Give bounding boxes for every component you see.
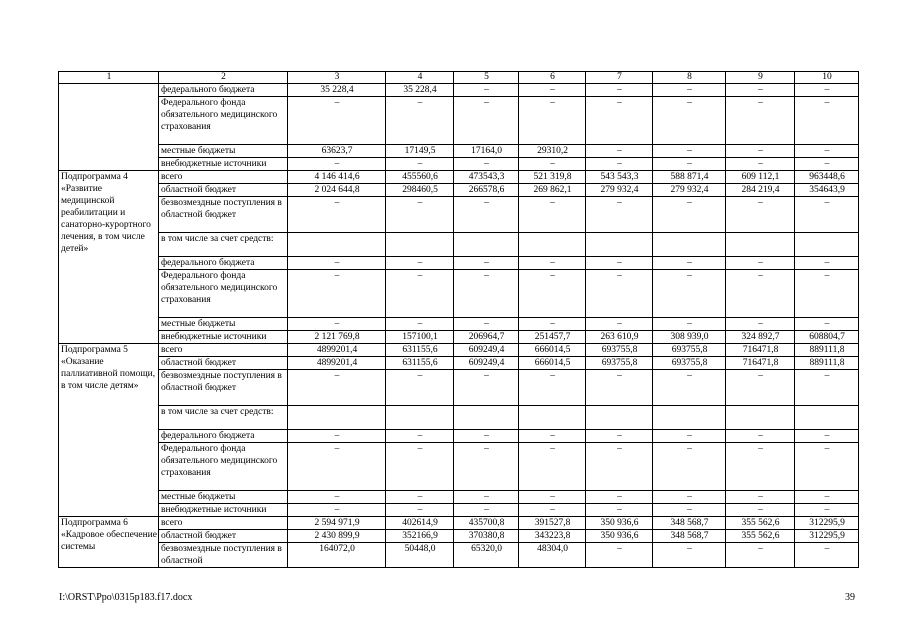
value-cell: – — [795, 430, 859, 443]
value-cell: – — [454, 257, 519, 270]
value-cell: 609 112,1 — [726, 171, 795, 184]
value-cell: 608804,7 — [795, 331, 859, 344]
value-cell: 543 543,3 — [586, 171, 653, 184]
value-cell: 370380,8 — [454, 530, 519, 543]
value-cell: 4899201,4 — [288, 344, 386, 357]
value-cell: – — [653, 504, 726, 517]
value-cell: 343223,8 — [519, 530, 586, 543]
column-header: 3 — [288, 72, 386, 84]
value-cell: – — [454, 97, 519, 145]
value-cell — [586, 406, 653, 430]
value-cell: 284 219,4 — [726, 184, 795, 197]
funding-source-cell: безвозмездные поступления в областной бюджет — [159, 197, 288, 233]
value-cell: – — [653, 318, 726, 331]
value-cell: 348 568,7 — [653, 517, 726, 530]
value-cell: – — [795, 504, 859, 517]
value-cell: 251457,7 — [519, 331, 586, 344]
value-cell: – — [386, 197, 454, 233]
value-cell: 963448,6 — [795, 171, 859, 184]
value-cell: – — [653, 197, 726, 233]
funding-source-cell: безвозмездные поступления в областной — [159, 543, 288, 568]
table-row — [59, 517, 859, 530]
value-cell: – — [386, 504, 454, 517]
value-cell — [795, 233, 859, 257]
value-cell: – — [386, 158, 454, 171]
value-cell: – — [454, 158, 519, 171]
funding-source-cell: Федерального фонда обязательного медицинского страхования — [159, 97, 288, 145]
value-cell — [726, 406, 795, 430]
value-cell: – — [586, 443, 653, 491]
value-cell: – — [519, 270, 586, 318]
value-cell: – — [726, 145, 795, 158]
funding-source-cell: внебюджетные источники — [159, 504, 288, 517]
value-cell: 391527,8 — [519, 517, 586, 530]
table-row — [59, 233, 859, 257]
value-cell: 402614,9 — [386, 517, 454, 530]
subprogram-cell: Подпрограмма 5 «Оказание паллиативной помощи, в том числе детям» — [59, 344, 159, 517]
value-cell: – — [726, 443, 795, 491]
value-cell: 693755,8 — [653, 357, 726, 370]
value-cell: – — [386, 257, 454, 270]
value-cell: – — [726, 491, 795, 504]
value-cell: – — [288, 430, 386, 443]
value-cell: 350 936,6 — [586, 517, 653, 530]
value-cell: – — [795, 158, 859, 171]
table-row — [59, 344, 859, 357]
value-cell — [795, 406, 859, 430]
value-cell: 266578,6 — [454, 184, 519, 197]
value-cell: – — [519, 504, 586, 517]
funding-source-cell: безвозмездные поступления в областной бюджет — [159, 370, 288, 406]
funding-source-cell: внебюджетные источники — [159, 331, 288, 344]
table-row — [59, 430, 859, 443]
table-header-row — [59, 72, 859, 84]
value-cell: 17164,0 — [454, 145, 519, 158]
funding-source-cell: всего — [159, 517, 288, 530]
value-cell: – — [795, 318, 859, 331]
value-cell: – — [519, 443, 586, 491]
column-header: 10 — [795, 72, 859, 84]
value-cell: 4899201,4 — [288, 357, 386, 370]
value-cell: – — [519, 318, 586, 331]
value-cell: – — [586, 318, 653, 331]
value-cell: 355 562,6 — [726, 530, 795, 543]
table-row — [59, 84, 859, 97]
table-row — [59, 331, 859, 344]
value-cell: – — [795, 257, 859, 270]
value-cell: – — [454, 270, 519, 318]
value-cell: 312295,9 — [795, 517, 859, 530]
value-cell: – — [795, 84, 859, 97]
funding-source-cell: внебюджетные источники — [159, 158, 288, 171]
value-cell: – — [386, 270, 454, 318]
value-cell: – — [586, 430, 653, 443]
value-cell: 693755,8 — [586, 357, 653, 370]
value-cell — [288, 233, 386, 257]
value-cell: 65320,0 — [454, 543, 519, 568]
value-cell: – — [454, 370, 519, 406]
funding-source-cell: местные бюджеты — [159, 491, 288, 504]
value-cell: – — [586, 370, 653, 406]
funding-source-cell: всего — [159, 171, 288, 184]
value-cell: – — [653, 84, 726, 97]
subprogram-cell — [59, 84, 159, 171]
value-cell: – — [519, 491, 586, 504]
value-cell: – — [653, 158, 726, 171]
value-cell: 521 319,8 — [519, 171, 586, 184]
value-cell: 355 562,6 — [726, 517, 795, 530]
value-cell: 716471,8 — [726, 344, 795, 357]
value-cell: – — [795, 543, 859, 568]
value-cell: – — [519, 158, 586, 171]
value-cell: 609249,4 — [454, 357, 519, 370]
table-row — [59, 145, 859, 158]
value-cell: 29310,2 — [519, 145, 586, 158]
value-cell: – — [653, 443, 726, 491]
value-cell: 2 430 899,9 — [288, 530, 386, 543]
table-row — [59, 171, 859, 184]
value-cell: – — [519, 430, 586, 443]
value-cell: – — [795, 197, 859, 233]
column-header: 7 — [586, 72, 653, 84]
value-cell: – — [653, 97, 726, 145]
value-cell: 269 862,1 — [519, 184, 586, 197]
value-cell: – — [288, 197, 386, 233]
value-cell: – — [519, 370, 586, 406]
value-cell: – — [386, 97, 454, 145]
value-cell — [454, 233, 519, 257]
value-cell: 348 568,7 — [653, 530, 726, 543]
value-cell — [454, 406, 519, 430]
value-cell: 298460,5 — [386, 184, 454, 197]
funding-source-cell: Федерального фонда обязательного медицинского страхования — [159, 270, 288, 318]
value-cell: 693755,8 — [586, 344, 653, 357]
value-cell: 206964,7 — [454, 331, 519, 344]
value-cell: 50448,0 — [386, 543, 454, 568]
value-cell — [386, 406, 454, 430]
value-cell: – — [653, 257, 726, 270]
funding-source-cell: всего — [159, 344, 288, 357]
value-cell: 716471,8 — [726, 357, 795, 370]
value-cell: 279 932,4 — [586, 184, 653, 197]
value-cell: 666014,5 — [519, 357, 586, 370]
value-cell: – — [519, 197, 586, 233]
subprogram-cell: Подпрограмма 6 «Кадровое обеспечение системы — [59, 517, 159, 568]
value-cell: 473543,3 — [454, 171, 519, 184]
column-header: 9 — [726, 72, 795, 84]
value-cell: – — [454, 504, 519, 517]
page-number: 39 — [845, 592, 855, 603]
table-row — [59, 318, 859, 331]
budget-table — [58, 71, 859, 568]
table-row — [59, 257, 859, 270]
value-cell: – — [726, 430, 795, 443]
value-cell: 354643,9 — [795, 184, 859, 197]
funding-source-cell: областной бюджет — [159, 357, 288, 370]
value-cell: – — [288, 443, 386, 491]
value-cell: – — [726, 257, 795, 270]
value-cell: – — [726, 370, 795, 406]
value-cell: – — [586, 84, 653, 97]
column-header: 4 — [386, 72, 454, 84]
funding-source-cell: местные бюджеты — [159, 145, 288, 158]
value-cell — [653, 233, 726, 257]
value-cell: 2 121 769,8 — [288, 331, 386, 344]
value-cell — [519, 233, 586, 257]
value-cell: 263 610,9 — [586, 331, 653, 344]
table-row — [59, 491, 859, 504]
value-cell: 2 594 971,9 — [288, 517, 386, 530]
value-cell: – — [726, 158, 795, 171]
document-path: I:\ORST\Ppo\0315p183.f17.docx — [59, 592, 193, 603]
value-cell: – — [726, 318, 795, 331]
table-row — [59, 184, 859, 197]
value-cell: – — [288, 257, 386, 270]
value-cell — [726, 233, 795, 257]
table-row — [59, 443, 859, 491]
funding-source-cell: в том числе за счет средств: — [159, 233, 288, 257]
funding-source-cell: в том числе за счет средств: — [159, 406, 288, 430]
value-cell: 631155,6 — [386, 344, 454, 357]
value-cell: – — [726, 97, 795, 145]
column-header: 1 — [59, 72, 159, 84]
value-cell — [653, 406, 726, 430]
value-cell: – — [653, 491, 726, 504]
funding-source-cell: областной бюджет — [159, 184, 288, 197]
value-cell: – — [386, 430, 454, 443]
value-cell: 35 228,4 — [386, 84, 454, 97]
value-cell: 157100,1 — [386, 331, 454, 344]
value-cell: – — [454, 84, 519, 97]
value-cell: 312295,9 — [795, 530, 859, 543]
value-cell: 63623,7 — [288, 145, 386, 158]
column-header: 2 — [159, 72, 288, 84]
value-cell: – — [653, 270, 726, 318]
value-cell: – — [586, 257, 653, 270]
funding-source-cell: местные бюджеты — [159, 318, 288, 331]
value-cell: – — [519, 84, 586, 97]
value-cell: – — [288, 270, 386, 318]
value-cell: – — [586, 197, 653, 233]
value-cell: 631155,6 — [386, 357, 454, 370]
value-cell: – — [653, 370, 726, 406]
funding-source-cell: Федерального фонда обязательного медицинского страхования — [159, 443, 288, 491]
column-header: 8 — [653, 72, 726, 84]
value-cell: – — [386, 318, 454, 331]
value-cell: – — [454, 443, 519, 491]
value-cell: 889111,8 — [795, 357, 859, 370]
value-cell: – — [454, 318, 519, 331]
value-cell: – — [586, 504, 653, 517]
table-row — [59, 357, 859, 370]
funding-source-cell: федерального бюджета — [159, 257, 288, 270]
value-cell: 279 932,4 — [653, 184, 726, 197]
value-cell: 35 228,4 — [288, 84, 386, 97]
value-cell: 324 892,7 — [726, 331, 795, 344]
table-row — [59, 543, 859, 568]
value-cell: – — [795, 443, 859, 491]
value-cell: – — [726, 270, 795, 318]
value-cell: 889111,8 — [795, 344, 859, 357]
value-cell: 693755,8 — [653, 344, 726, 357]
value-cell: 2 024 644,8 — [288, 184, 386, 197]
table-row — [59, 406, 859, 430]
column-header: 5 — [454, 72, 519, 84]
table-row — [59, 158, 859, 171]
value-cell: – — [288, 491, 386, 504]
table-row — [59, 97, 859, 145]
value-cell: – — [653, 430, 726, 443]
subprogram-cell: Подпрограмма 4 «Развитие медицинской реабилитации и санаторно-курортного лечения, в том числе детей» — [59, 171, 159, 344]
value-cell: – — [288, 370, 386, 406]
table-row — [59, 530, 859, 543]
value-cell — [288, 406, 386, 430]
value-cell — [519, 406, 586, 430]
value-cell: 352166,9 — [386, 530, 454, 543]
value-cell: – — [795, 97, 859, 145]
value-cell — [386, 233, 454, 257]
value-cell: 164072,0 — [288, 543, 386, 568]
value-cell: – — [288, 504, 386, 517]
value-cell: – — [795, 145, 859, 158]
value-cell: 435700,8 — [454, 517, 519, 530]
funding-source-cell: федерального бюджета — [159, 84, 288, 97]
value-cell: 609249,4 — [454, 344, 519, 357]
value-cell: – — [288, 97, 386, 145]
value-cell: – — [586, 97, 653, 145]
value-cell: – — [653, 543, 726, 568]
funding-source-cell: федерального бюджета — [159, 430, 288, 443]
value-cell: 666014,5 — [519, 344, 586, 357]
value-cell: – — [726, 504, 795, 517]
value-cell: 455560,6 — [386, 171, 454, 184]
value-cell: – — [519, 257, 586, 270]
value-cell: – — [386, 443, 454, 491]
value-cell: 17149,5 — [386, 145, 454, 158]
table-row — [59, 504, 859, 517]
value-cell: 588 871,4 — [653, 171, 726, 184]
value-cell: – — [586, 270, 653, 318]
value-cell: – — [454, 197, 519, 233]
value-cell: – — [653, 145, 726, 158]
value-cell: 308 939,0 — [653, 331, 726, 344]
value-cell: – — [586, 491, 653, 504]
value-cell: 48304,0 — [519, 543, 586, 568]
value-cell: – — [288, 158, 386, 171]
table-row — [59, 270, 859, 318]
value-cell: – — [726, 543, 795, 568]
value-cell: – — [795, 370, 859, 406]
value-cell: – — [519, 97, 586, 145]
value-cell: – — [454, 491, 519, 504]
value-cell — [586, 233, 653, 257]
value-cell: – — [726, 197, 795, 233]
value-cell: – — [586, 543, 653, 568]
value-cell: 350 936,6 — [586, 530, 653, 543]
value-cell: – — [386, 491, 454, 504]
value-cell: – — [586, 158, 653, 171]
value-cell: – — [586, 145, 653, 158]
table-row — [59, 197, 859, 233]
value-cell: – — [288, 318, 386, 331]
value-cell: – — [726, 84, 795, 97]
column-header: 6 — [519, 72, 586, 84]
value-cell: – — [795, 491, 859, 504]
table-row — [59, 370, 859, 406]
funding-source-cell: областной бюджет — [159, 530, 288, 543]
value-cell: 4 146 414,6 — [288, 171, 386, 184]
value-cell: – — [454, 430, 519, 443]
value-cell: – — [386, 370, 454, 406]
value-cell: – — [795, 270, 859, 318]
